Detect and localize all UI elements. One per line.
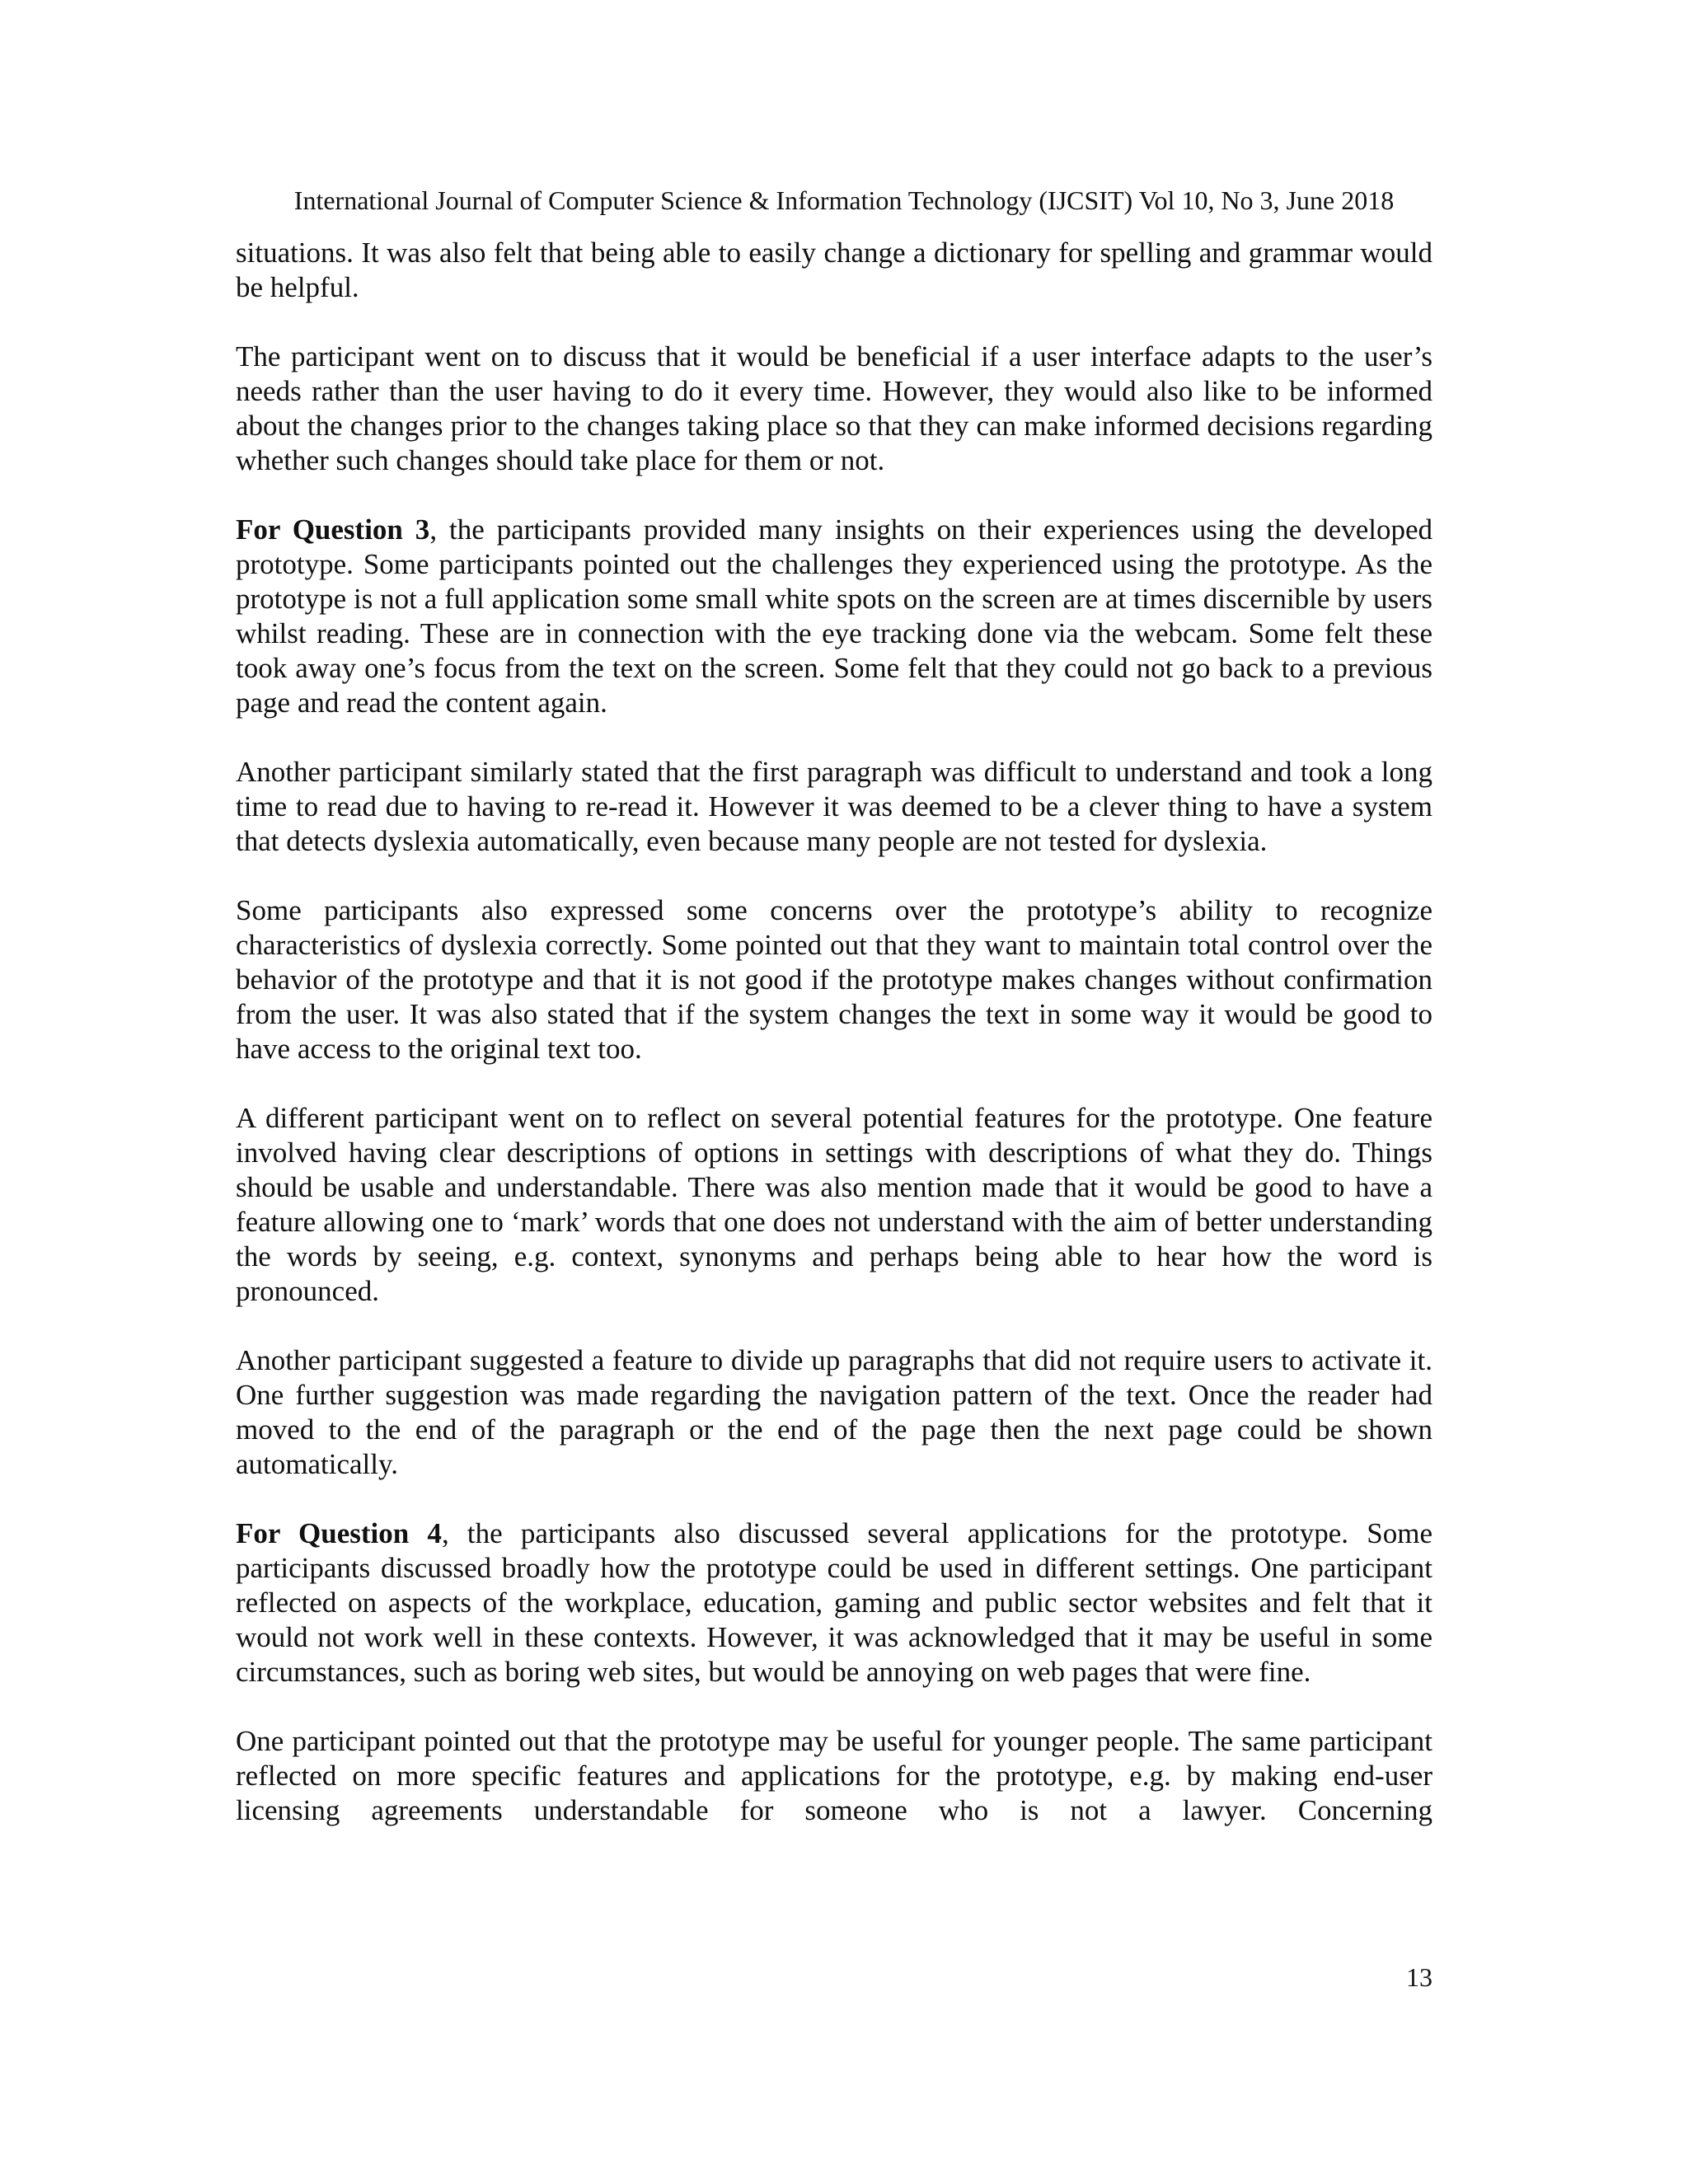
question-3-heading: For Question 3 [236,513,430,546]
paragraph-text: situations. It was also felt that being able to easily change a dictionary for spelling and grammar would be helpful. [236,237,1432,303]
paragraph-younger-people [236,1724,1432,1828]
paragraph-text: Another participant suggested a feature to divide up paragraphs that did not require users to activate it. One further suggestion was made regarding the navigation pattern of the text. Once the reader had moved to the end of the paragraph or the end of the page then the next page could be shown automatically. [236,1344,1432,1480]
question-4-heading: For Question 4 [236,1517,442,1549]
paragraph-navigation-suggestion [236,1343,1432,1482]
paragraph-text: Some participants also expressed some concerns over the prototype’s ability to recognize characteristics of dyslexia correctly. Some pointed out that they want to maintain total control over the behavior of the prototype and that it is not good if the prototype makes changes without confirmation from the user. It was also stated that if the system changes the text in some way it would be good to have access to the original text too. [236,894,1432,1065]
body-text [236,236,1432,1828]
page-number: 13 [1406,1962,1432,1992]
paragraph-question-3 [236,513,1432,720]
paragraph-first-paragraph-difficulty [236,755,1432,859]
paragraph-text: , the participants also discussed several applications for the prototype. Some participants discussed broadly how the prototype could be used in different settings. One participant reflected on aspects of the workplace, education, gaming and public sector websites and felt that it would not work well in these contexts. However, it was acknowledged that it may be useful in some circumstances, such as boring web sites, but would be annoying on web pages that were fine. [236,1517,1432,1688]
paragraph-text: The participant went on to discuss that it would be beneficial if a user interface adapts to the user’s needs rather than the user having to do it every time. However, they would also like to be informed about the changes prior to the changes taking place so that they can make informed decisions regarding whether such changes should take place for them or not. [236,340,1432,476]
paragraph-text: One participant pointed out that the prototype may be useful for younger people. The same participant reflected on more specific features and applications for the prototype, e.g. by making end-user licensing agreements understandable for someone who is not a lawyer. Concerning [236,1725,1432,1826]
paragraph-potential-features [236,1101,1432,1309]
paragraph-text: A different participant went on to reflect on several potential features for the prototype. One feature involved having clear descriptions of options in settings with descriptions of what they do. Things should be usable and understandable. There was also mention made that it would be good to have a feature allowing one to ‘mark’ words that one does not understand with the aim of better understanding the words by seeing, e.g. context, synonyms and perhaps being able to hear how the word is pronounced. [236,1102,1432,1307]
paragraph-adaptive-interface [236,340,1432,478]
running-header: International Journal of Computer Science & Information Technology (IJCSIT) Vol 10, No 3, June 2018 [293,185,1395,215]
paragraph-question-4 [236,1516,1432,1690]
paragraph-text: , the participants provided many insights on their experiences using the developed prototype. Some participants pointed out the challenges they experienced using the prototype. As the prototype is not a full application some small white spots on the screen are at times discernible by users whilst reading. These are in connection with the eye tracking done via the webcam. Some felt these took away one’s focus from the text on the screen. Some felt that they could not go back to a previous page and read the content again. [236,513,1432,719]
paragraph-text: Another participant similarly stated that the first paragraph was difficult to understand and took a long time to read due to having to re-read it. However it was deemed to be a clever thing to have a system that detects dyslexia automatically, even because many people are not tested for dyslexia. [236,756,1432,857]
paragraph-situations [236,236,1432,305]
paragraph-recognition-concerns [236,893,1432,1066]
